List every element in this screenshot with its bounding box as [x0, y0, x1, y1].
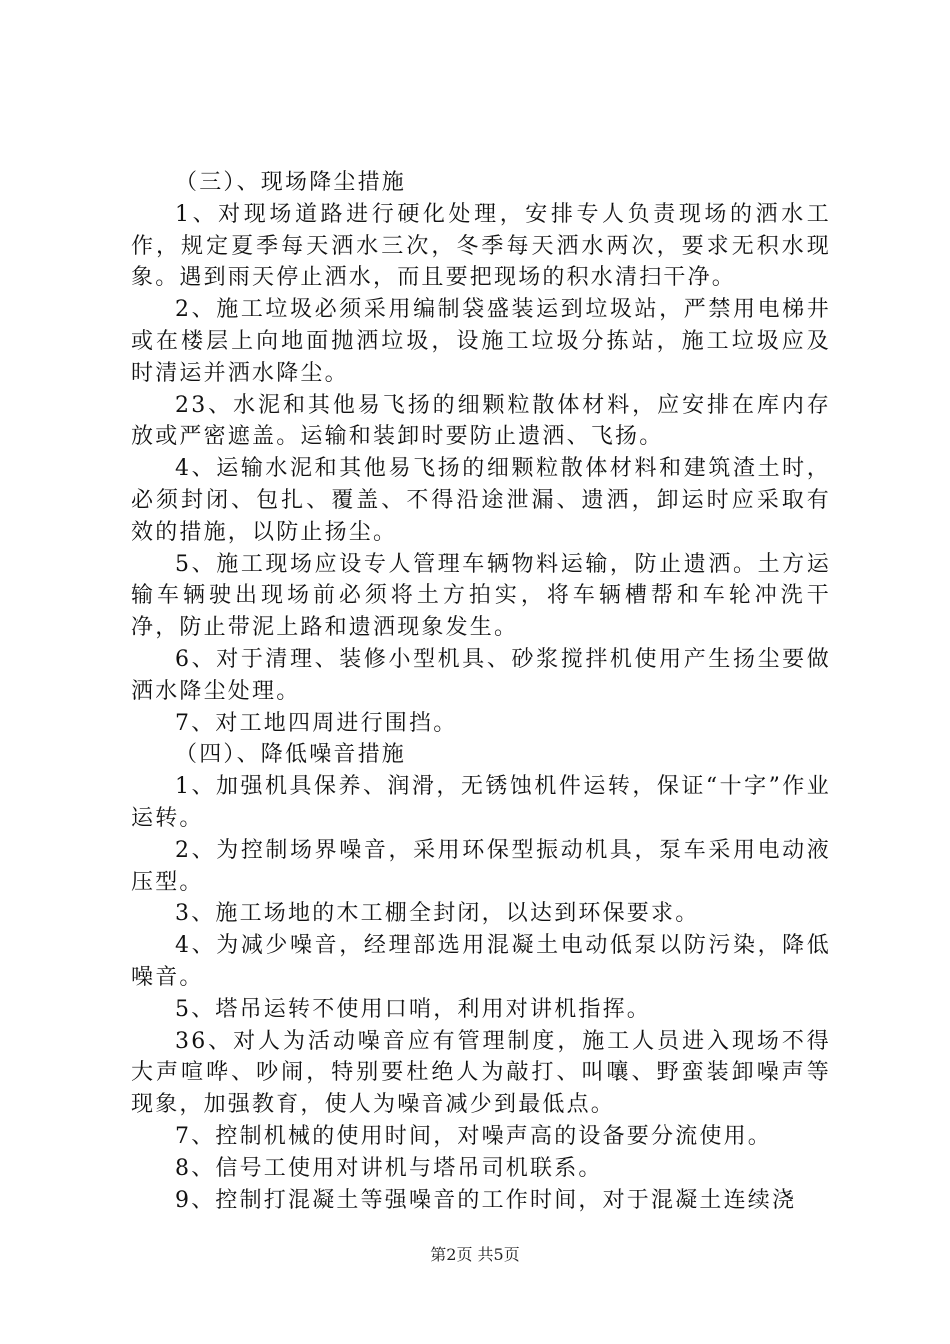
paragraph: 3、施工场地的木工棚全封闭，以达到环保要求。 [175, 901, 700, 927]
paragraph: 6、对于清理、装修小型机具、砂浆搅拌机使用产生扬尘要做洒水降尘处理。 [131, 646, 831, 704]
paragraph: 7、对工地四周进行围挡。 [175, 710, 458, 736]
paragraph: 36、对人为活动噪音应有管理制度，施工人员进入现场不得大声喧哗、吵闹，特别要杜绝人为敲打、叫嚷、野蛮装卸噪声等现象，加强教育，使人为噪音减少到最低点。 [131, 1028, 831, 1118]
paragraph: 7、控制机械的使用时间，对噪声高的设备要分流使用。 [175, 1123, 772, 1149]
document-body [131, 167, 831, 1216]
paragraph: 1、加强机具保养、润滑，无锈蚀机件运转，保证“十字”作业运转。 [131, 774, 831, 831]
paragraph: 4、为减少噪音，经理部选用混凝土电动低泵以防污染，降低噪音。 [131, 933, 831, 990]
paragraph: 5、施工现场应设专人管理车辆物料运输，防止遗洒。土方运输车辆驶出现场前必须将土方拍实，将车辆槽帮和车轮冲洗干净，防止带泥上路和遗洒现象发生。 [131, 551, 831, 641]
paragraph: 23、水泥和其他易飞扬的细颗粒散体材料，应安排在库内存放或严密遮盖。运输和装卸时要防止遗洒、飞扬。 [131, 392, 831, 450]
paragraph: 1、对现场道路进行硬化处理，安排专人负责现场的洒水工作，规定夏季每天洒水三次，冬季每天洒水两次，要求无积水现象。遇到雨天停止洒水，而且要把现场的积水清扫干净。 [131, 201, 831, 291]
paragraph: 5、塔吊运转不使用口哨，利用对讲机指挥。 [175, 996, 651, 1022]
paragraph: 9、控制打混凝土等强噪音的工作时间，对于混凝土连续浇 [175, 1187, 797, 1213]
page-number: 第2页 共5页 [430, 1245, 520, 1264]
paragraph: 2、为控制场界噪音，采用环保型振动机具，泵车采用电动液压型。 [131, 837, 831, 895]
section-heading-dust: （三）、现场降尘措施 [175, 170, 407, 195]
paragraph: 8、信号工使用对讲机与塔吊司机联系。 [175, 1155, 603, 1181]
paragraph: 2、施工垃圾必须采用编制袋盛装运到垃圾站，严禁用电梯井或在楼层上向地面抛洒垃圾，设施工垃圾分拣站，施工垃圾应及时清运并洒水降尘。 [131, 297, 831, 386]
section-heading-noise: （四）、降低噪音措施 [175, 742, 407, 768]
paragraph: 4、运输水泥和其他易飞扬的细颗粒散体材料和建筑渣土时，必须封闭、包扎、覆盖、不得沿途泄漏、遗洒，卸运时应采取有效的措施，以防止扬尘。 [131, 456, 831, 545]
